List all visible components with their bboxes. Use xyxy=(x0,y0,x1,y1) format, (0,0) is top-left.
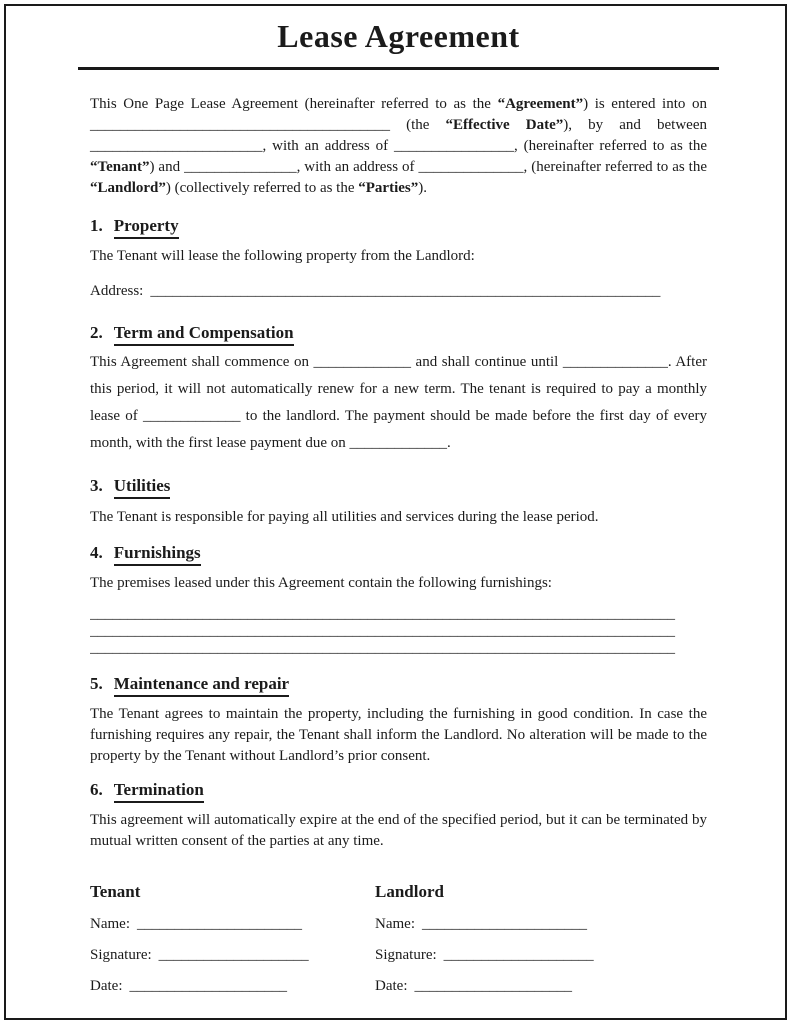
name-label: Name: xyxy=(375,916,415,933)
signature-column-landlord xyxy=(375,882,660,995)
furnishings-blank-line: ______________________________________________________________________________ xyxy=(90,605,675,622)
intro-text: , with an address of xyxy=(296,158,419,175)
landlord-date-row xyxy=(375,978,660,995)
tenant-date-blank: _____________________ xyxy=(129,978,287,995)
landlord-heading: Landlord xyxy=(375,882,444,902)
intro-text: (the xyxy=(390,116,446,133)
first-payment-blank: _____________ xyxy=(349,435,448,452)
intro-text: , (hereinafter referred to as the xyxy=(513,137,708,154)
signature-section xyxy=(90,882,707,995)
section-title: Furnishings xyxy=(114,543,201,566)
name-label: Name: xyxy=(90,916,130,933)
term-text: to the landlord. The payment should be made before the first day of every month, with the first lease payment due on xyxy=(90,408,707,452)
intro-text: ) is entered into on xyxy=(583,95,707,112)
landlord-signature-blank: ____________________ xyxy=(443,947,594,964)
party2-address-blank: ______________ xyxy=(418,158,524,175)
parties-term: “Parties” xyxy=(358,179,419,196)
section-number: 4. xyxy=(90,542,103,562)
tenant-term: “Tenant” xyxy=(90,158,150,175)
furnishings-blank-line: ______________________________________________________________________________ xyxy=(90,639,675,656)
tenant-heading: Tenant xyxy=(90,882,141,902)
party1-address-blank: ________________ xyxy=(393,137,514,154)
intro-text: , with an address of xyxy=(262,137,394,154)
term-text: and shall continue until xyxy=(411,354,563,371)
landlord-signature-row xyxy=(375,947,660,964)
address-line xyxy=(90,281,707,302)
section-title: Maintenance and repair xyxy=(114,674,289,697)
furnishings-body: The premises leased under this Agreement contain the following furnishings: xyxy=(90,574,552,591)
section-number: 2. xyxy=(90,323,103,343)
intro-text: ) (collectively referred to as the xyxy=(165,179,359,196)
intro-paragraph xyxy=(90,94,707,199)
commence-date-blank: _____________ xyxy=(313,354,411,371)
section-title: Property xyxy=(114,216,179,239)
signature-label: Signature: xyxy=(90,947,152,964)
tenant-signature-blank: ____________________ xyxy=(158,947,309,964)
section-heading-maintenance xyxy=(90,673,707,694)
section-number: 5. xyxy=(90,673,103,693)
section-title: Utilities xyxy=(114,476,171,499)
landlord-term: “Landlord” xyxy=(90,179,166,196)
date-label: Date: xyxy=(375,978,408,995)
intro-text: ) and xyxy=(149,158,185,175)
intro-text: This One Page Lease Agreement (hereinafter referred to as the xyxy=(90,95,498,112)
section-heading-property xyxy=(90,215,707,236)
agreement-term: “Agreement” xyxy=(497,95,584,112)
utilities-body: The Tenant is responsible for paying all utilities and services during the lease period. xyxy=(90,508,599,525)
tenant-date-row xyxy=(90,978,375,995)
term-paragraph xyxy=(90,349,707,457)
furnishings-blank-lines xyxy=(90,606,707,657)
maintenance-body: The Tenant agrees to maintain the property, including the furnishing in good condition. In case the furnishing requires any repair, the Tenant shall inform the Landlord. No alteration will be made to the property by the Tenant without Landlord’s prior consent. xyxy=(90,706,707,765)
document-title: Lease Agreement xyxy=(277,18,520,54)
effective-date-term: “Effective Date” xyxy=(445,116,564,133)
party1-name-blank: _______________________ xyxy=(90,137,263,154)
landlord-name-row xyxy=(375,916,660,933)
termination-body: This agreement will automatically expire at the end of the specified period, but it can be terminated by mutual written consent of the parties at any time. xyxy=(90,812,707,850)
section-heading-term xyxy=(90,322,707,343)
signature-column-tenant xyxy=(90,882,375,995)
furnishings-blank-line: ______________________________________________________________________________ xyxy=(90,622,675,639)
effective-date-blank: ________________________________________ xyxy=(90,116,390,133)
tenant-signature-row xyxy=(90,947,375,964)
term-text: . xyxy=(447,435,451,452)
section-number: 3. xyxy=(90,476,103,496)
landlord-name-blank: ______________________ xyxy=(421,916,587,933)
monthly-lease-blank: _____________ xyxy=(142,408,241,425)
intro-text: ), by and between xyxy=(563,116,707,133)
landlord-date-blank: _____________________ xyxy=(414,978,572,995)
section-heading-termination xyxy=(90,779,707,800)
term-text: This Agreement shall commence on xyxy=(90,354,314,371)
section-title: Term and Compensation xyxy=(114,323,294,346)
tenant-name-row xyxy=(90,916,375,933)
intro-text: ). xyxy=(418,179,427,196)
term-text: . After this period, it will not automatically renew for a new term. The tenant is required to pay a monthly lease of xyxy=(90,354,707,425)
title-rule xyxy=(78,67,719,70)
section-title: Termination xyxy=(114,780,204,803)
section-number: 1. xyxy=(90,215,103,235)
date-label: Date: xyxy=(90,978,123,995)
section-heading-furnishings xyxy=(90,542,707,563)
party2-name-blank: _______________ xyxy=(184,158,297,175)
property-body: The Tenant will lease the following property from the Landlord: xyxy=(90,248,475,265)
section-number: 6. xyxy=(90,780,103,800)
intro-text: , (hereinafter referred to as the xyxy=(523,158,708,175)
signature-label: Signature: xyxy=(375,947,437,964)
address-blank: ____________________________________________________________________ xyxy=(150,283,661,300)
tenant-name-blank: ______________________ xyxy=(136,916,302,933)
address-label: Address: xyxy=(90,283,144,300)
end-date-blank: ______________ xyxy=(562,354,668,371)
section-heading-utilities xyxy=(90,475,707,496)
